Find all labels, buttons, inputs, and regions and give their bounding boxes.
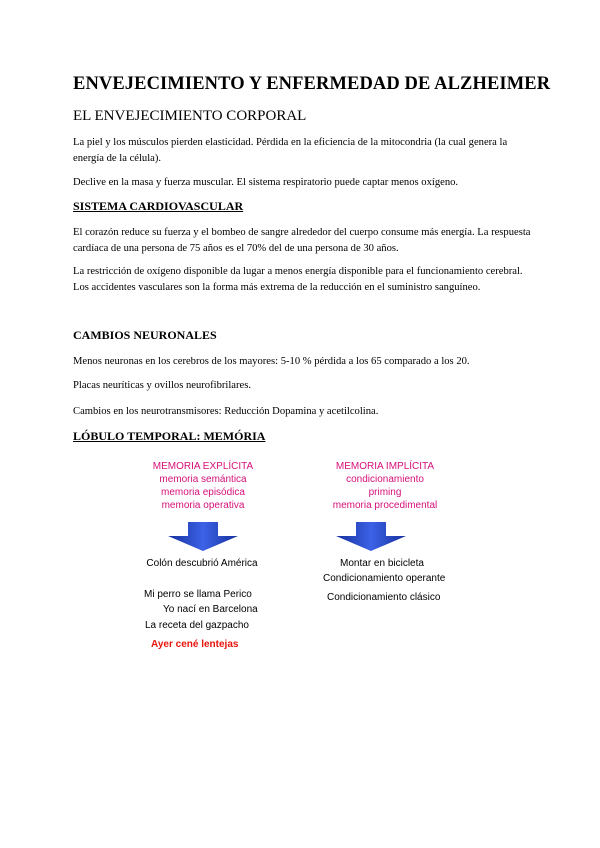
paragraph: Menos neuronas en los cerebros de los mayores: 5-10 % pérdida a los 65 comparado a los 20. (73, 356, 470, 367)
paragraph: Declive en la masa y fuerza muscular. El sistema respiratorio puede captar menos oxígeno. (73, 177, 459, 188)
implicit-example: Condicionamiento operante (323, 573, 446, 584)
section-heading-cardiovascular: SISTEMA CARDIOVASCULAR (73, 199, 244, 213)
implicit-memory-title: MEMORIA IMPLÍCITA (335, 461, 435, 472)
section-heading-lobulo-temporal: LÓBULO TEMPORAL: MEMÓRIA (73, 429, 266, 443)
implicit-example: Montar en bicicleta (340, 558, 424, 569)
down-arrow-icon (334, 522, 408, 552)
explicit-memory-item: memoria operativa (161, 500, 245, 511)
explicit-example: Colón descubrió América (146, 558, 258, 569)
implicit-memory-item: condicionamiento (346, 474, 424, 485)
explicit-memory-item: memoria episódica (161, 487, 245, 498)
document-title: ENVEJECIMIENTO Y ENFERMEDAD DE ALZHEIMER (73, 74, 551, 94)
explicit-memory-item: memoria semántica (159, 474, 247, 485)
explicit-example: La receta del gazpacho (145, 620, 249, 631)
explicit-example: Yo nací en Barcelona (163, 604, 258, 615)
section-heading-neuronales: CAMBIOS NEURONALES (73, 328, 217, 342)
explicit-example: Mi perro se llama Perico (144, 589, 252, 600)
explicit-example-highlight: Ayer cené lentejas (151, 639, 239, 650)
paragraph: Cambios en los neurotransmisores: Reducción Dopamina y acetilcolina. (73, 406, 379, 417)
implicit-example: Condicionamiento clásico (327, 592, 441, 603)
paragraph: El corazón reduce su fuerza y el bombeo de sangre alrededor del cuerpo consume más energía. La respuesta cardíaca de una persona de 75 años es el 70% del de una persona de 30 años. (73, 227, 531, 254)
paragraph: Placas neuríticas y ovillos neurofibrilares. (73, 380, 251, 391)
paragraph: La restricción de oxígeno disponible da lugar a menos energía disponible para el funcionamiento cerebral. Los accidentes vasculares son la forma más extrema de la reducción en el suministro sanguíneo. (73, 266, 523, 293)
paragraph: La piel y los músculos pierden elasticidad. Pérdida en la eficiencia de la mitocondria (la cual genera la energía de la célula). (73, 137, 508, 164)
implicit-memory-item: memoria procedimental (332, 500, 438, 511)
down-arrow-icon (166, 522, 240, 552)
section-heading-envejecimiento: EL ENVEJECIMIENTO CORPORAL (73, 108, 307, 124)
implicit-memory-item: priming (368, 487, 402, 498)
explicit-memory-title: MEMORIA EXPLÍCITA (152, 461, 254, 472)
